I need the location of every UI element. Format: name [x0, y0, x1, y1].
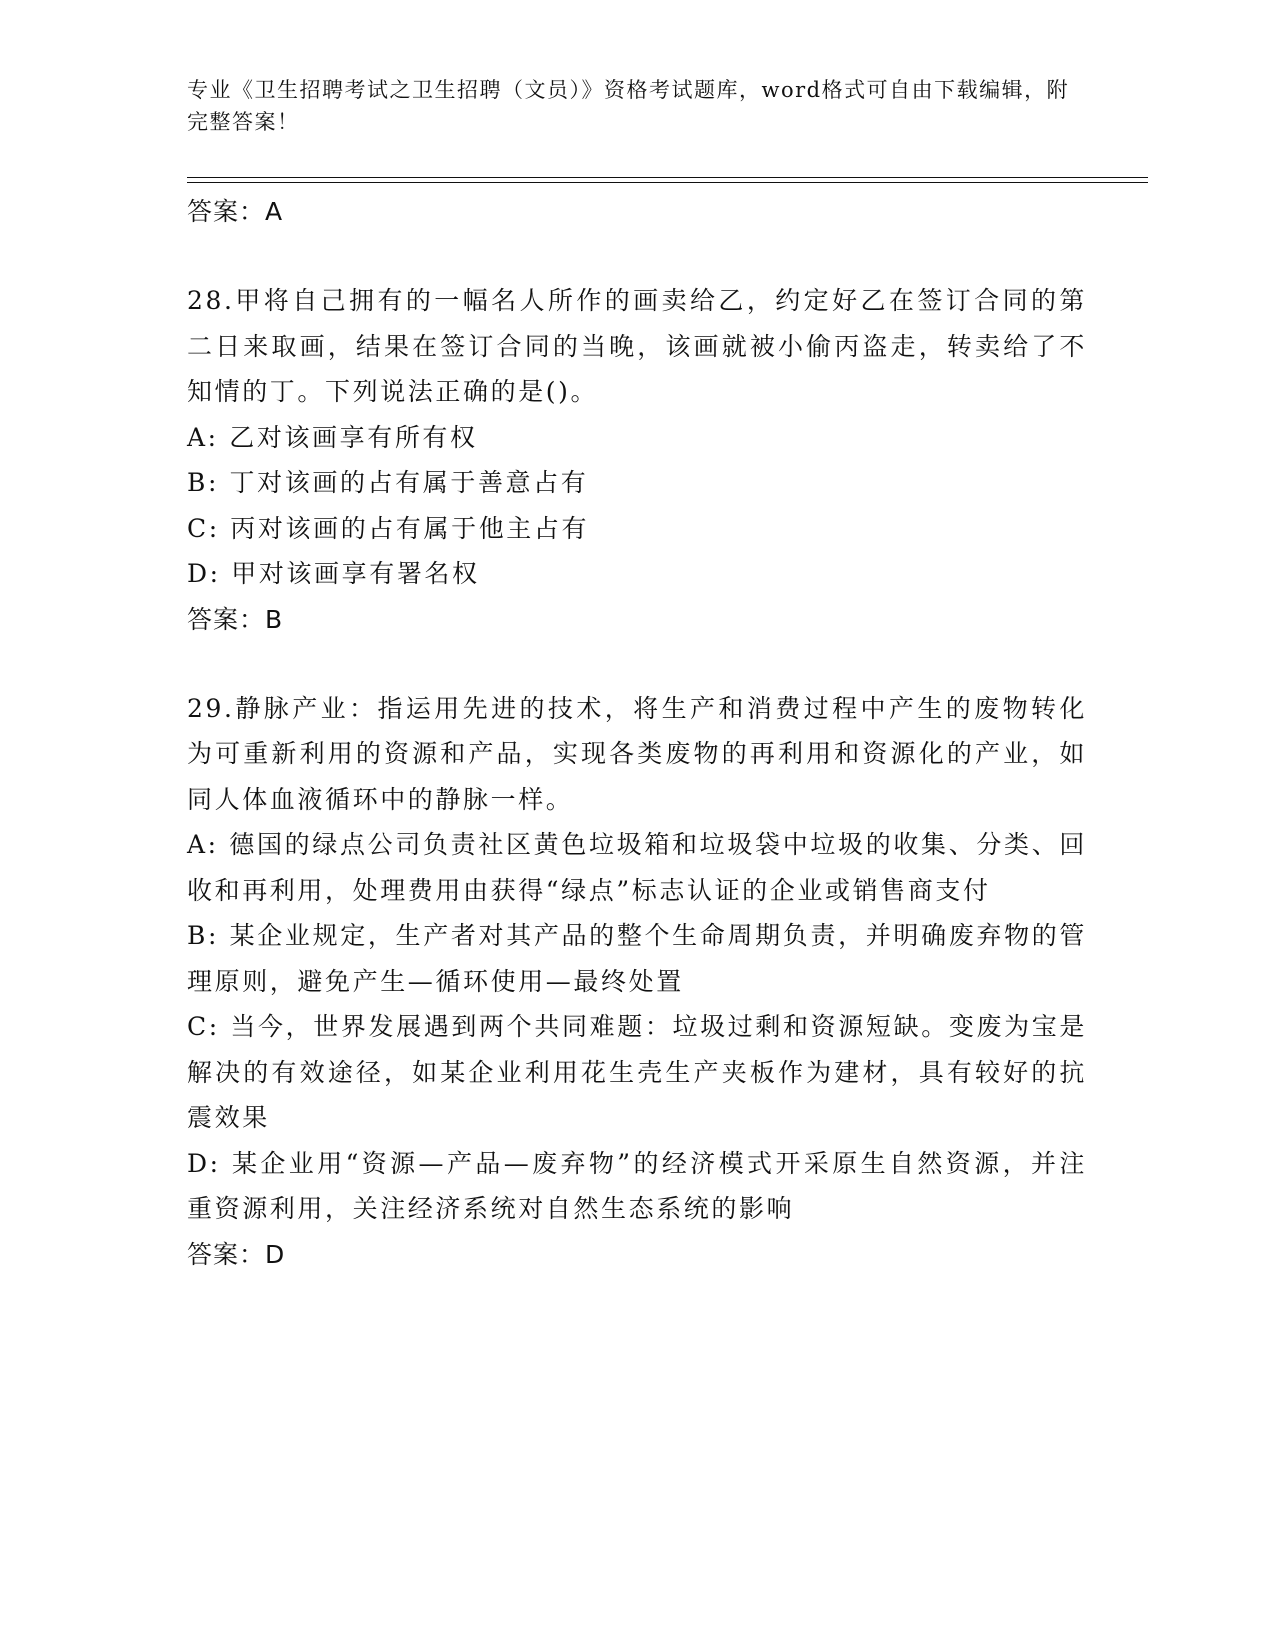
- answer-label: 答案：D: [187, 1239, 286, 1269]
- option-a: A: 乙对该画享有所有权: [187, 422, 478, 452]
- answer-label: 答案：A: [187, 197, 284, 226]
- question-item: [187, 278, 1087, 642]
- question-item: [187, 686, 1087, 1277]
- question-stem: 29.静脉产业：指运用先进的技术，将生产和消费过程中产生的废物转化为可重新利用的资源和产品，实现各类废物的再利用和资源化的产业，如同人体血液循环中的静脉一样。: [187, 693, 1087, 814]
- option-d: D: 某企业用“资源—产品—废弃物”的经济模式开采原生自然资源，并注重资源利用，关注经济系统对自然生态系统的影响: [187, 1148, 1087, 1223]
- option-b: B: 丁对该画的占有属于善意占有: [187, 468, 589, 497]
- answer-label: 答案：B: [187, 604, 284, 634]
- question-list: [187, 189, 1087, 1277]
- option-c: C: 当今，世界发展遇到两个共同难题：垃圾过剩和资源短缺。变废为宝是解决的有效途径，如某企业利用花生壳生产夹板作为建材，具有较好的抗震效果: [187, 1012, 1087, 1132]
- question-stem: 28.甲将自己拥有的一幅名人所作的画卖给乙，约定好乙在签订合同的第二日来取画，结果在签订合同的当晚，该画就被小偷丙盗走，转卖给了不知情的丁。下列说法正确的是()。: [187, 286, 1087, 406]
- option-d: D: 甲对该画享有署名权: [187, 559, 480, 588]
- page-header: 专业《卫生招聘考试之卫生招聘（文员）》资格考试题库，word格式可自由下载编辑，附完整答案！: [187, 78, 1070, 134]
- option-a: A: 德国的绿点公司负责社区黄色垃圾箱和垃圾袋中垃圾的收集、分类、回收和再利用，处理费用由获得“绿点”标志认证的企业或销售商支付: [187, 830, 1087, 905]
- header-divider: [187, 177, 1148, 183]
- option-c: C: 丙对该画的占有属于他主占有: [187, 513, 590, 543]
- option-b: B: 某企业规定，生产者对其产品的整个生命周期负责，并明确废弃物的管理原则，避免产生—循环使用—最终处置: [187, 921, 1087, 996]
